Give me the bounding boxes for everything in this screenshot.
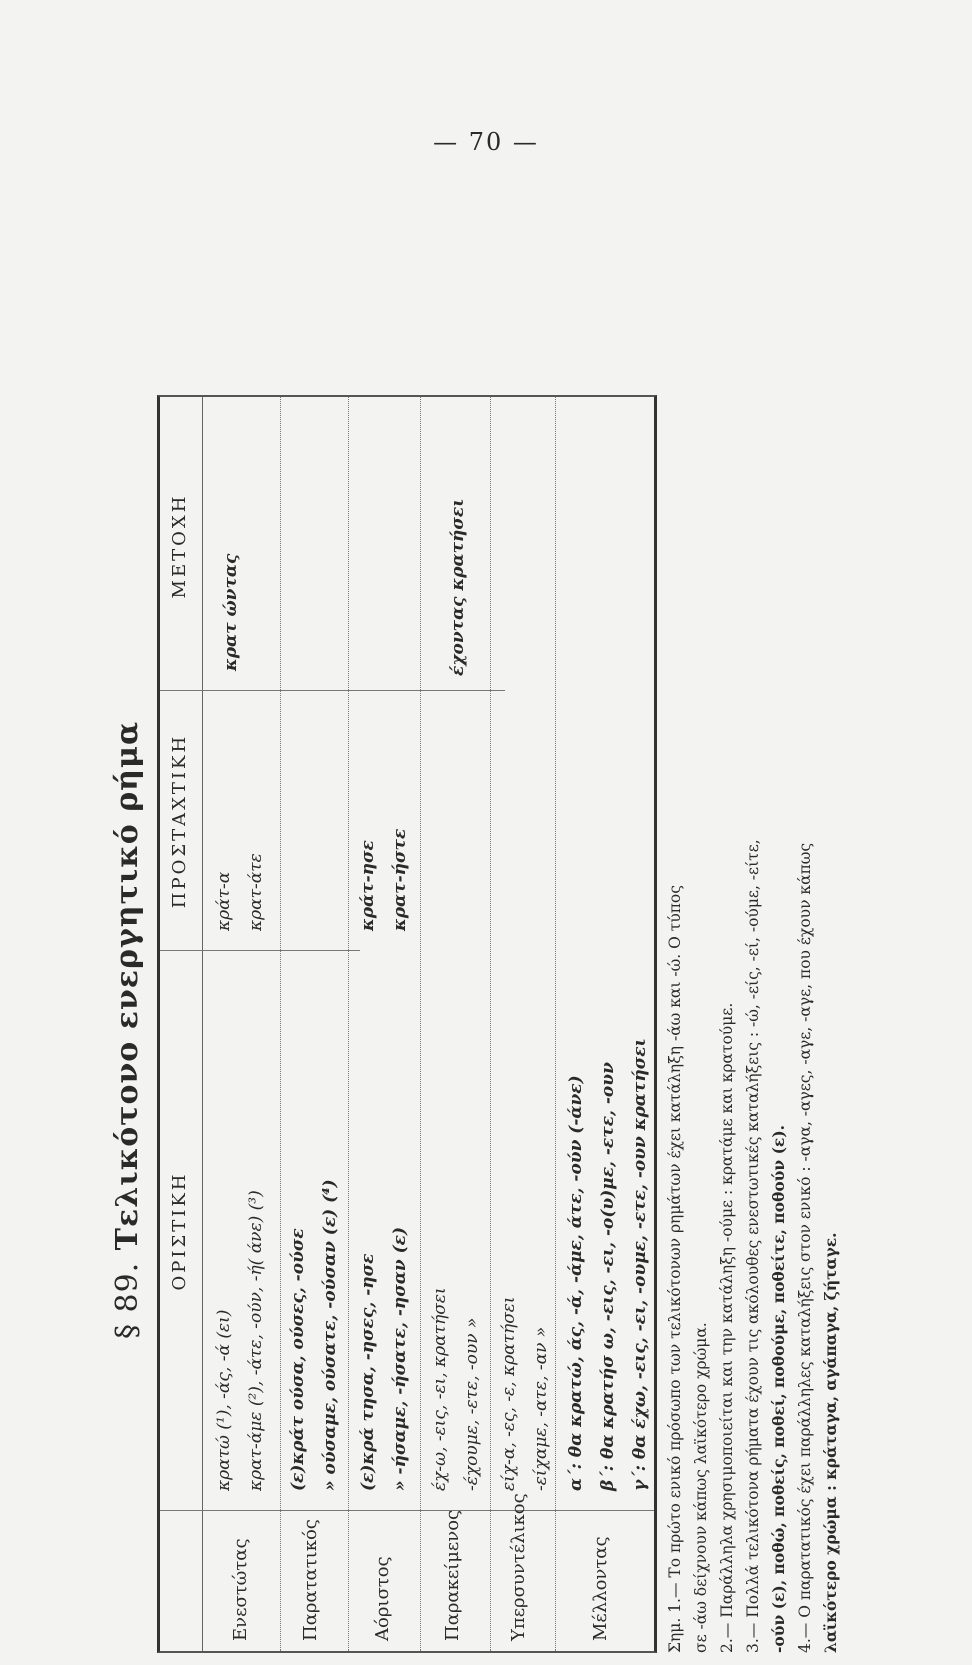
- header-indicative: ΟΡΙΣΤΙΚΗ: [169, 1171, 190, 1291]
- tense-label: Υπερσυντέλικος: [508, 1493, 529, 1641]
- imperative-form: κράτ-ησε κρατ-ήστε: [358, 828, 410, 931]
- participle-form: έχοντας κρατήσει: [448, 498, 468, 676]
- imperative-form: κράτ-α κρατ-άτε: [214, 853, 266, 931]
- note-line: 3.— Πολλά τελικότονα ρήματα έχουν τις ακόλουθες ενεστωτικές καταλήξεις : -ώ, -είς, -εί, -ούμε, -είτε,: [744, 839, 762, 1653]
- row-divider: [348, 397, 349, 1651]
- column-divider: [160, 690, 505, 691]
- row-divider: [490, 397, 491, 1651]
- column-divider: [160, 1510, 654, 1511]
- page-number: — 70 —: [433, 128, 539, 156]
- rotated-page-content: [110, 245, 870, 1665]
- indicative-form: α΄: θα κρατώ, άς, -ά, -άμε, άτε, -ούν (-άνε) β΄: θα κρατήσ ω, -εις, -ει, -ο(υ)με, -ετε, -ουν γ΄: θα έχω, -εις, -ει, -ουμε, -ετε, -ουν κρατήσει: [566, 1038, 650, 1491]
- row-divider: [280, 397, 281, 1651]
- header-participle: ΜΕΤΟΧΗ: [169, 493, 190, 599]
- tense-label: Παρατατικός: [300, 1519, 321, 1641]
- note-line: 4.— Ο παρατατικός έχει παράλληλες καταλήξεις στον ενικό : -αγα, -αγες, -αγε, -αγε, που έχουν κάπως: [796, 842, 814, 1653]
- note-line: λαϊκότερο χρώμα : κράταγα, αγάπαγα, ζήταγε.: [821, 1232, 840, 1653]
- footnotes: [662, 253, 844, 1653]
- note-line: σε -άω δείχνουν κάπως λαϊκότερο χρώμα.: [692, 1322, 710, 1653]
- column-divider: [160, 950, 360, 951]
- indicative-form: έχ-ω, -εις, -ει, κρατήσει -έχουμε, -ετε, -ουν »: [430, 1287, 482, 1491]
- note-line: Σημ. 1.— Το πρώτο ενικό πρόσωπο των τελικότονων ρημάτων έχει κατάληξη -άω και -ώ. Ο τύπος: [666, 885, 684, 1653]
- indicative-form: είχ-α, -ες, -ε, κρατήσει -είχαμε, -ατε, -αν »: [499, 1296, 551, 1491]
- section-number: § 89.: [110, 1261, 145, 1340]
- participle-form: κρατ ώντας: [221, 553, 241, 671]
- section-title: [110, 395, 160, 1665]
- tense-label: Αόριστος: [372, 1556, 393, 1641]
- tense-label: Ενεστώτας: [230, 1538, 251, 1641]
- tense-label: Μέλλοντας: [590, 1536, 611, 1641]
- conjugation-table: [157, 395, 657, 1653]
- header-imperative: ΠΡΟΣΤΑΧΤΙΚΗ: [169, 733, 190, 909]
- tense-label: Παρακείμενος: [442, 1509, 463, 1641]
- indicative-form: (ε)κρά τησα, -ησες, -ησε » -ήσαμε, -ήσατε, -ησαν (ε): [358, 1227, 410, 1491]
- indicative-form: κρατώ (¹), -άς, -ά (ει) κρατ-άμε (²), -άτε, -ούν, -ή( άνε) (³): [214, 1190, 266, 1491]
- note-line: -ούν (ε), ποθώ, ποθείς, ποθεί, ποθούμε, ποθείτε, ποθούν (ε).: [769, 1124, 788, 1653]
- section-heading: Τελικότονο ενεργητικό ρήμα: [110, 720, 145, 1251]
- note-line: 2.— Παράλληλα χρησιμοποιείται και την κατάληξη -ούμε : κρατάμε και κρατούμε.: [718, 1002, 736, 1653]
- table-header-row: [160, 397, 203, 1651]
- indicative-form: (ε)κράτ ούσα, ούσες, -ούσε » ούσαμε, ούσατε, -ούσαν (ε) (⁴): [288, 1179, 340, 1491]
- row-divider: [420, 397, 421, 1651]
